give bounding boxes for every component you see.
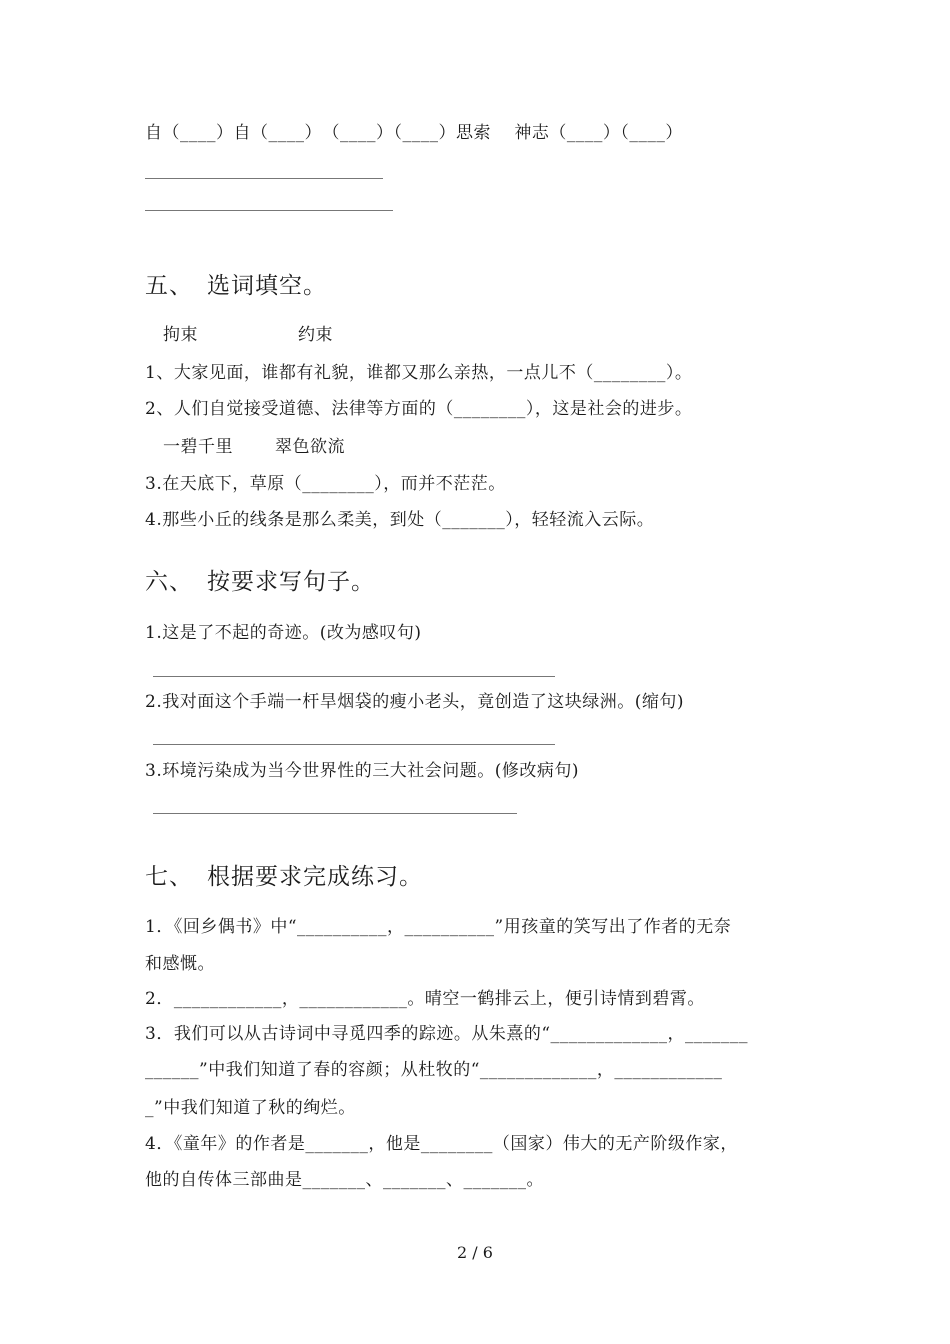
question-line: 1.这是了不起的奇迹。(改为感叹句) — [145, 623, 422, 643]
section-heading-5 — [145, 272, 327, 300]
section-number: 七、 — [145, 864, 193, 890]
question-line: 4.那些小丘的线条是那么柔美，到处（_______），轻轻流入云际。 — [145, 510, 655, 530]
answer-line — [145, 210, 393, 211]
section-number: 六、 — [145, 569, 193, 595]
question-line: 4．《童年》的作者是_______，他是________（国家）伟大的无产阶级作家， — [145, 1134, 738, 1154]
answer-line — [153, 813, 517, 814]
section-number: 五、 — [145, 273, 193, 299]
question-line: 1．《回乡偶书》中“__________，__________”用孩童的笑写出了作者的无奈 — [145, 917, 732, 937]
question-line: 1、大家见面，谁都有礼貌，谁都又那么亲热，一点儿不（________）。 — [145, 363, 693, 383]
question-line: 他的自传体三部曲是_______、_______、_______。 — [145, 1170, 544, 1190]
question-line: _”中我们知道了秋的绚烂。 — [145, 1098, 356, 1118]
question-line: 3.环境污染成为当今世界性的三大社会问题。(修改病句) — [145, 761, 579, 781]
question-line: 和感慨。 — [145, 954, 215, 974]
section-heading-7 — [145, 863, 423, 891]
answer-line — [153, 676, 555, 677]
answer-line — [145, 178, 383, 179]
answer-line — [153, 744, 555, 745]
word-choice: 拘束 — [163, 325, 198, 345]
section-title: 按要求写句子。 — [207, 569, 375, 595]
question-line: 2.我对面这个手端一杆旱烟袋的瘦小老头，竟创造了这块绿洲。(缩句) — [145, 692, 684, 712]
question-line: 3.在天底下，草原（________），而并不茫茫。 — [145, 474, 506, 494]
question-line: 2．____________，____________。晴空一鹤排云上，便引诗情到碧霄。 — [145, 989, 705, 1009]
question-line: ______”中我们知道了春的容颜；从杜牧的“_____________，____________ — [145, 1060, 723, 1080]
section-heading-6 — [145, 568, 375, 596]
idiom-fill-line: 自（____）自（____） （____）（____）思索 神志（____）（____） — [145, 123, 683, 143]
page-number: 2 / 6 — [457, 1243, 493, 1262]
section-title: 选词填空。 — [207, 273, 327, 299]
question-line: 2、人们自觉接受道德、法律等方面的（________），这是社会的进步。 — [145, 399, 693, 419]
word-choice: 约束 — [298, 325, 333, 345]
word-choice: 翠色欲流 — [275, 437, 345, 457]
section-title: 根据要求完成练习。 — [207, 864, 423, 890]
question-line: 3．我们可以从古诗词中寻觅四季的踪迹。从朱熹的“_____________，_______ — [145, 1024, 749, 1044]
word-choice: 一碧千里 — [163, 437, 233, 457]
